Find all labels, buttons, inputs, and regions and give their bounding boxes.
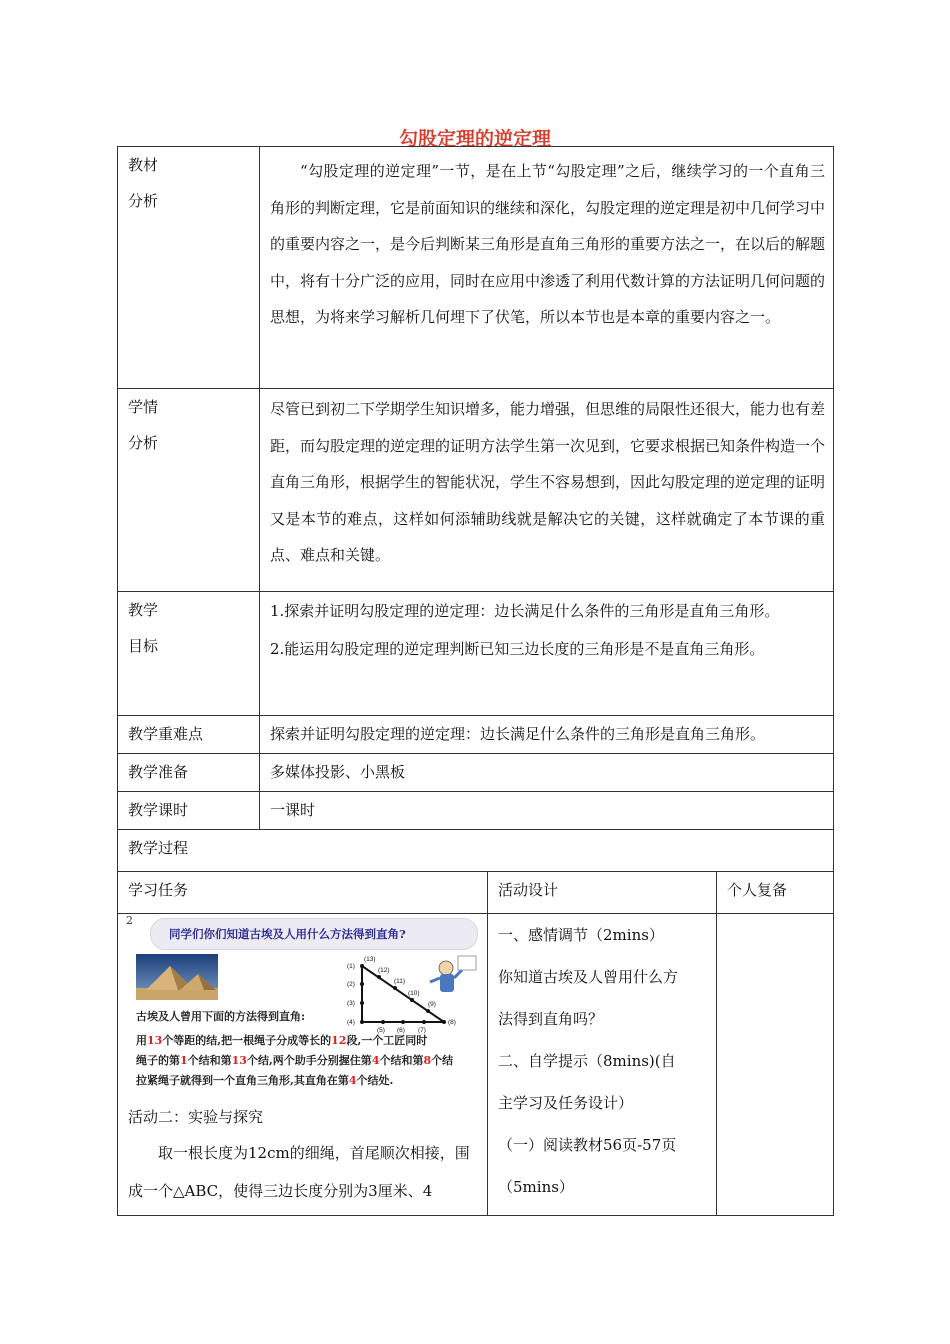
knot-label: (1) xyxy=(347,963,355,970)
page-title: 勾股定理的逆定理 xyxy=(398,128,551,150)
slide-highlight: 12 xyxy=(331,1034,347,1047)
slide-text: 个结处. xyxy=(356,1074,394,1087)
rope-triangle-diagram xyxy=(346,952,486,1036)
design-line: 一、感情调节（2mins） xyxy=(498,926,664,944)
row-process-content xyxy=(118,914,834,1216)
slide-line-2 xyxy=(136,1052,453,1068)
header-cell xyxy=(118,872,488,914)
slide-text: 拉紧绳子就得到一个直角三角形,其直角在第 xyxy=(136,1074,349,1087)
task-cell xyxy=(118,914,488,1216)
slide-highlight: 1 xyxy=(180,1054,188,1067)
slide-number: 2 xyxy=(126,914,133,927)
prep-text: 多媒体投影、小黑板 xyxy=(270,763,406,781)
slide-highlight: 13 xyxy=(147,1034,163,1047)
slide-text: 段,一个工匠同时 xyxy=(346,1034,428,1047)
label-cell xyxy=(118,592,260,716)
label-line: 教学 xyxy=(128,601,159,619)
focus-text: 探索并证明勾股定理的逆定理：边长满足什么条件的三角形是直角三角形。 xyxy=(270,725,766,743)
textbook-analysis-text: “勾股定理的逆定理”一节，是在上节“勾股定理”之后，继续学习的一个直角三角形的判断定理，它是前面知识的继续和深化，勾股定理的逆定理是初中几何学习中的重要内容之一，是今后判断某三角形是直角三角形的重要方法之一，在以后的解题中，将有十分广泛的应用，同时在应用中渗透了利用代数计算的方法证明几何问题的思想，为将来学习解析几何埋下了伏笔，所以本节也是本章的重要内容之一。 xyxy=(270,162,826,326)
slide-highlight: 13 xyxy=(231,1054,247,1067)
content-cell xyxy=(260,389,834,592)
knot-label: (6) xyxy=(397,1027,405,1034)
slide-text: 个结和第 xyxy=(379,1054,424,1067)
content-cell xyxy=(260,592,834,716)
slide-line-3 xyxy=(136,1072,393,1088)
design-line: （一）阅读教材56页-57页 xyxy=(498,1136,677,1154)
hours-label: 教学课时 xyxy=(128,801,189,819)
prep-label: 教学准备 xyxy=(128,763,189,781)
activity-two-title: 活动二：实验与探究 xyxy=(128,1108,264,1126)
slide-question: 同学们你们知道古埃及人用什么方法得到直角? xyxy=(169,927,406,941)
knot-label: (2) xyxy=(347,981,355,988)
row-student-analysis xyxy=(118,389,834,592)
label-line: 分析 xyxy=(128,434,159,452)
slide-caption: 古埃及人曾用下面的方法得到直角: xyxy=(136,1010,306,1023)
header-task: 学习任务 xyxy=(128,881,189,899)
design-line: 主学习及任务设计） xyxy=(498,1094,634,1112)
label-cell xyxy=(118,147,260,389)
header-cell xyxy=(717,872,834,914)
knot-label: (5) xyxy=(377,1027,385,1034)
slide-image xyxy=(118,914,488,1094)
header-cell xyxy=(488,872,717,914)
content-cell xyxy=(260,147,834,389)
row-process xyxy=(118,830,834,872)
student-analysis-text: 尽管已到初二下学期学生知识增多，能力增强，但思维的局限性还很大，能力也有差距，而勾股定理的逆定理的证明方法学生第一次见到，它要求根据已知条件构造一个直角三角形，根据学生的智能状况，学生不容易想到，因此勾股定理的逆定理的证明又是本节的难点，这样如何添辅助线就是解决它的关键，这样就确定了本节课的重点、难点和关键。 xyxy=(270,400,826,564)
teacher-cartoon-icon xyxy=(430,956,476,992)
slide-line-1 xyxy=(136,1032,427,1048)
label-cell xyxy=(118,754,260,792)
slide-text: 个结,两个助手分别握住第 xyxy=(246,1054,372,1067)
activity-two-text: 取一根长度为12cm的细绳，首尾顺次相接，围成一个△ABC，使得三边长度分别为3厘米、4 xyxy=(128,1144,470,1200)
row-prep xyxy=(118,754,834,792)
row-focus xyxy=(118,716,834,754)
knot-label: (8) xyxy=(448,1019,456,1026)
knot-label: (4) xyxy=(347,1019,355,1026)
question-bubble xyxy=(150,918,478,950)
lesson-plan-table xyxy=(117,146,834,1216)
design-line: 你知道古埃及人曾用什么方 xyxy=(498,968,679,986)
content-cell xyxy=(260,792,834,830)
personal-cell xyxy=(717,914,834,1216)
slide-highlight: 4 xyxy=(371,1054,380,1067)
goal-item-1: 1.探索并证明勾股定理的逆定理：边长满足什么条件的三角形是直角三角形。 xyxy=(270,602,780,620)
content-cell xyxy=(260,754,834,792)
knot-label: (13) xyxy=(364,956,376,963)
slide-highlight: 4 xyxy=(348,1074,357,1087)
focus-label: 教学重难点 xyxy=(128,725,204,743)
label-line: 目标 xyxy=(128,637,159,655)
process-cell xyxy=(118,830,834,872)
slide-highlight: 8 xyxy=(423,1054,432,1067)
knot-label: (11) xyxy=(394,978,406,985)
process-label: 教学过程 xyxy=(128,839,189,857)
design-cell xyxy=(488,914,717,1216)
design-line: （5mins） xyxy=(498,1178,574,1196)
label-line: 学情 xyxy=(128,398,159,416)
content-cell xyxy=(260,716,834,754)
knot-label: (12) xyxy=(378,967,390,974)
design-line: 法得到直角吗？ xyxy=(498,1010,604,1028)
design-line: 二、自学提示（8mins)(自 xyxy=(498,1052,676,1070)
label-cell xyxy=(118,716,260,754)
slide-text: 绳子的第 xyxy=(136,1054,180,1067)
pyramid-picture xyxy=(136,954,218,1000)
row-process-headers xyxy=(118,872,834,914)
slide-text: 个结和第 xyxy=(187,1054,232,1067)
row-textbook-analysis xyxy=(118,147,834,389)
slide-text: 个等距的结,把一根绳子分成等长的 xyxy=(162,1034,332,1047)
header-personal: 个人复备 xyxy=(727,881,788,899)
slide-text: 用 xyxy=(136,1034,147,1047)
label-cell xyxy=(118,389,260,592)
label-cell xyxy=(118,792,260,830)
goal-item-2: 2.能运用勾股定理的逆定理判断已知三边长度的三角形是不是直角三角形。 xyxy=(270,640,765,658)
row-teaching-goals xyxy=(118,592,834,716)
label-line: 教材 xyxy=(128,156,159,174)
row-hours xyxy=(118,792,834,830)
knot-label: (9) xyxy=(428,1001,436,1008)
label-line: 分析 xyxy=(128,192,159,210)
header-design: 活动设计 xyxy=(498,881,559,899)
slide-text: 个结 xyxy=(431,1054,454,1067)
knot-label: (7) xyxy=(418,1027,426,1034)
knot-label: (3) xyxy=(347,1000,355,1007)
knot-label: (10) xyxy=(408,990,420,997)
hours-text: 一课时 xyxy=(270,801,316,819)
